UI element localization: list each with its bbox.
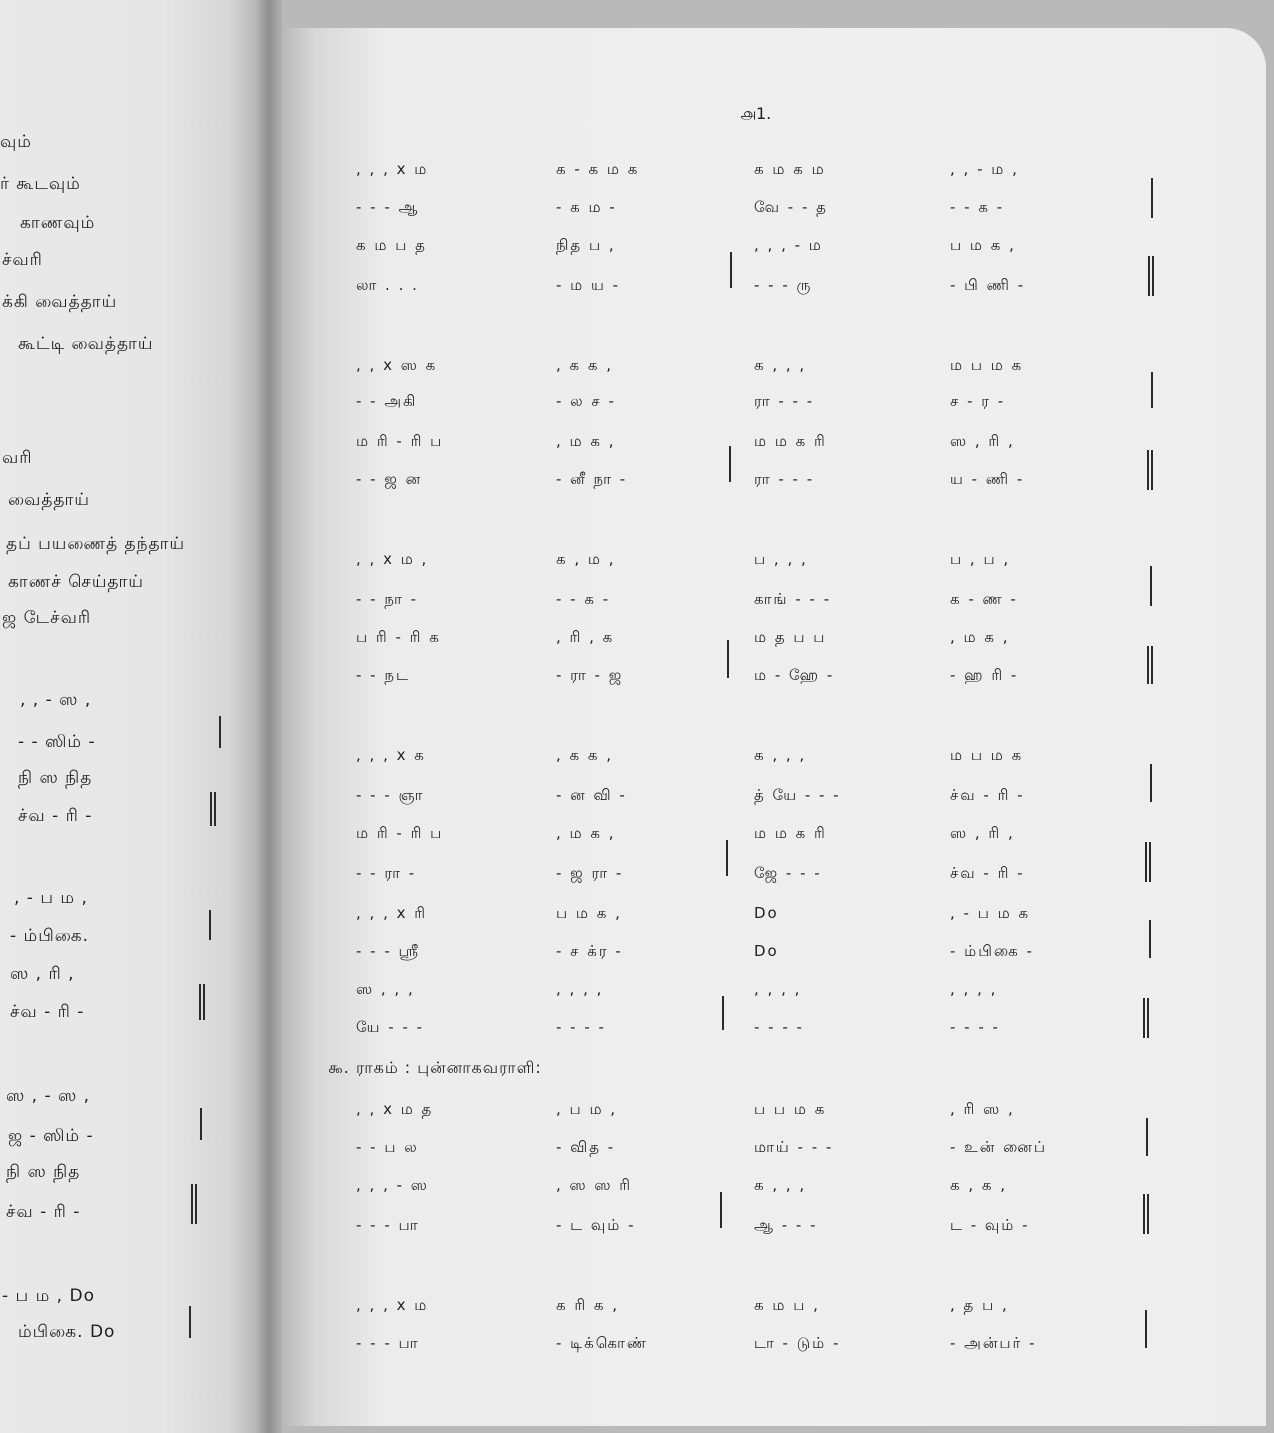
- bar-line: [729, 446, 731, 482]
- notation-cell: ம ரி - ரி ப: [356, 432, 444, 450]
- notation-cell: - - - ஞா: [356, 786, 425, 804]
- notation-cell: க , க ,: [950, 1176, 1008, 1194]
- notation-cell: , ம க ,: [556, 824, 616, 842]
- notation-cell: ச - ர -: [950, 392, 1006, 410]
- notation-cell: - - ப ல: [356, 1138, 419, 1156]
- left-line: வும்: [0, 132, 32, 152]
- notation-cell: , , , - ம: [754, 236, 823, 254]
- bar-line: [209, 910, 211, 940]
- left-line: - - ஸிம் -: [18, 732, 96, 752]
- left-line: க்கி வைத்தாய்: [2, 292, 118, 312]
- notation-cell: , க க ,: [556, 746, 614, 764]
- notation-cell: ப , ப ,: [950, 550, 1011, 568]
- bar-line: [1145, 1310, 1147, 1348]
- left-line: ஸ , - ஸ ,: [6, 1086, 91, 1106]
- double-bar-line: [210, 792, 216, 826]
- notation-cell: , , , - ஸ: [356, 1176, 429, 1194]
- notation-cell: - டிக்கொண்: [556, 1334, 648, 1352]
- notation-cell: ப , , ,: [754, 550, 808, 568]
- left-line: ம்பிகை. Do: [18, 1322, 116, 1342]
- left-line: ஜ டேச்வரி: [2, 608, 92, 628]
- notation-cell: - - நா -: [356, 590, 419, 608]
- bar-line: [1151, 178, 1153, 218]
- book-gutter: [256, 0, 282, 1433]
- notation-cell: - ம்பிகை -: [950, 942, 1034, 960]
- left-line: ச்வ - ரி -: [6, 1202, 81, 1222]
- notation-cell: - - ஜ ன: [356, 470, 423, 488]
- notation-cell: , , x ஸ க: [356, 356, 438, 374]
- notation-cell: த் யே - - -: [754, 786, 841, 804]
- bar-line: [720, 1192, 722, 1228]
- bar-line: [200, 1108, 202, 1140]
- double-bar-line: [1143, 1194, 1149, 1234]
- bar-line: [722, 996, 724, 1030]
- notation-cell: Do: [754, 942, 779, 960]
- notation-cell: ட - வும் -: [950, 1216, 1030, 1234]
- notation-cell: - ம ய -: [556, 276, 621, 294]
- bar-line: [189, 1306, 191, 1338]
- left-line: ச்வ - ரி -: [10, 1002, 85, 1022]
- left-line: வரி: [2, 448, 33, 468]
- notation-cell: ப ரி - ரி க: [356, 628, 441, 646]
- notation-cell: , த ப ,: [950, 1296, 1009, 1314]
- notation-cell: - ன வி -: [556, 786, 627, 804]
- notation-cell: க ம ப த: [356, 236, 427, 254]
- left-line: , - ப ம ,: [14, 888, 88, 908]
- notation-cell: , , , x ரி: [356, 904, 428, 922]
- notation-cell: - உன் னைப்: [950, 1138, 1048, 1156]
- notation-cell: ஜே - - -: [754, 864, 822, 882]
- bar-line: [1150, 566, 1152, 606]
- notation-cell: , , , ,: [950, 980, 998, 998]
- notation-cell: - - - பா: [356, 1216, 420, 1234]
- notation-cell: - - - பா: [356, 1334, 420, 1352]
- notation-cell: லா . . .: [356, 276, 419, 294]
- double-bar-line: [1143, 998, 1149, 1038]
- notation-cell: ஆ - - -: [754, 1216, 818, 1234]
- notation-cell: ம ப ம க: [950, 356, 1024, 374]
- left-line: ஸ , ரி ,: [10, 964, 75, 984]
- notation-cell: , ரி , க: [556, 628, 615, 646]
- notation-cell: - ஹ ரி -: [950, 666, 1019, 684]
- notation-cell: ம ம க ரி: [754, 824, 827, 842]
- page-number: ௮1.: [740, 104, 772, 123]
- left-line: - ம்பிகை.: [10, 926, 90, 946]
- notation-cell: ரா - - -: [754, 470, 815, 488]
- notation-cell: க - ண -: [950, 590, 1018, 608]
- notation-cell: - ல ச -: [556, 392, 616, 410]
- notation-cell: - - க -: [556, 590, 611, 608]
- notation-cell: க ரி க ,: [556, 1296, 620, 1314]
- notation-cell: ப ப ம க: [754, 1100, 827, 1118]
- notation-cell: - - - ஸ்ரீ: [356, 942, 421, 960]
- notation-cell: , , x ம த: [356, 1100, 434, 1118]
- bar-line: [1146, 1118, 1148, 1156]
- notation-cell: Do: [754, 904, 779, 922]
- notation-cell: - ச க்ர -: [556, 942, 623, 960]
- notation-cell: க ம க ம: [754, 160, 826, 178]
- notation-cell: - பி ணி -: [950, 276, 1026, 294]
- notation-cell: ச்வ - ரி -: [950, 864, 1025, 882]
- notation-cell: வே - - த: [754, 198, 828, 216]
- notation-cell: - - - -: [754, 1018, 804, 1036]
- notation-cell: ஸ , , ,: [356, 980, 415, 998]
- raga-title: ௯. ராகம் : புன்னாகவராளி:: [328, 1058, 542, 1077]
- notation-cell: ச்வ - ரி -: [950, 786, 1025, 804]
- notation-cell: , - ப ம க: [950, 904, 1031, 922]
- notation-cell: , ம க ,: [556, 432, 616, 450]
- notation-cell: ம ம க ரி: [754, 432, 827, 450]
- notation-cell: க ம ப ,: [754, 1296, 820, 1314]
- bar-line: [219, 716, 221, 748]
- left-line: காணவும்: [20, 213, 96, 233]
- left-line: ச்வ - ரி -: [18, 806, 93, 826]
- double-bar-line: [1147, 450, 1153, 490]
- notation-cell: ப ம க ,: [950, 236, 1016, 254]
- notation-cell: யே - - -: [356, 1018, 425, 1036]
- notation-cell: ம ப ம க: [950, 746, 1024, 764]
- bar-line: [1149, 920, 1151, 958]
- double-bar-line: [191, 1184, 197, 1224]
- left-line: நி ஸ நித: [6, 1162, 81, 1182]
- notation-cell: , ப ம ,: [556, 1100, 618, 1118]
- notation-cell: க , , ,: [754, 1176, 807, 1194]
- left-line: ச்வரி: [2, 250, 43, 270]
- notation-cell: , , x ம ,: [356, 550, 429, 568]
- notation-cell: , , , x க: [356, 746, 426, 764]
- notation-cell: , ஸ ஸ ரி: [556, 1176, 633, 1194]
- notation-cell: - - - -: [950, 1018, 1000, 1036]
- left-line: தப் பயணைத் தந்தாய்: [6, 534, 186, 554]
- notation-cell: - னீ நா -: [556, 470, 628, 488]
- notation-cell: - க ம -: [556, 198, 617, 216]
- notation-cell: - - - ரு: [754, 276, 813, 294]
- bar-line: [1150, 764, 1152, 802]
- notation-cell: , , , ,: [556, 980, 604, 998]
- notation-cell: , , , x ம: [356, 1296, 429, 1314]
- left-line: நி ஸ நித: [18, 768, 93, 788]
- notation-cell: க , , ,: [754, 356, 807, 374]
- notation-cell: - ஜ ரா -: [556, 864, 624, 882]
- double-bar-line: [1148, 256, 1154, 296]
- notation-cell: ம - ஹே -: [754, 666, 835, 684]
- bar-line: [1151, 372, 1153, 408]
- notation-cell: , ம க ,: [950, 628, 1010, 646]
- left-line: ர் கூடவும்: [0, 174, 81, 194]
- notation-cell: , , - ம ,: [950, 160, 1019, 178]
- left-line: - ப ம , Do: [2, 1286, 95, 1306]
- notation-cell: , , , ,: [754, 980, 802, 998]
- notation-cell: - ரா - ஜ: [556, 666, 624, 684]
- notation-cell: - - க -: [950, 198, 1005, 216]
- notation-cell: காங் - - -: [754, 590, 832, 608]
- notation-cell: , ரி ஸ ,: [950, 1100, 1015, 1118]
- notation-cell: - - ரா -: [356, 864, 417, 882]
- notation-cell: - - - ஆ: [356, 198, 420, 216]
- double-bar-line: [199, 984, 205, 1020]
- notation-cell: - வித -: [556, 1138, 616, 1156]
- notation-cell: ஸ , ரி ,: [950, 432, 1015, 450]
- notation-cell: - - - -: [556, 1018, 606, 1036]
- double-bar-line: [1147, 646, 1153, 684]
- bar-line: [726, 840, 728, 876]
- notation-cell: ரா - - -: [754, 392, 815, 410]
- notation-cell: - - அகி: [356, 392, 418, 410]
- notation-cell: க , ம ,: [556, 550, 616, 568]
- notation-cell: நித ப ,: [556, 236, 616, 254]
- notation-cell: மாய் - - -: [754, 1138, 834, 1156]
- notation-cell: க - க ம க: [556, 160, 640, 178]
- notation-cell: ம த ப ப: [754, 628, 827, 646]
- notation-cell: ம ரி - ரி ப: [356, 824, 444, 842]
- notation-cell: ஸ , ரி ,: [950, 824, 1015, 842]
- notation-cell: ய - ணி -: [950, 470, 1025, 488]
- left-line: கூட்டி வைத்தாய்: [18, 334, 154, 354]
- notation-cell: - - நட: [356, 666, 410, 684]
- left-line: ஜ - ஸிம் -: [8, 1126, 94, 1146]
- notation-cell: - அன்பர் -: [950, 1334, 1037, 1352]
- left-line: , , - ஸ ,: [20, 690, 92, 710]
- notation-cell: , , , x ம: [356, 160, 429, 178]
- notation-cell: - ட வும் -: [556, 1216, 636, 1234]
- double-bar-line: [1145, 842, 1151, 882]
- notation-cell: , க க ,: [556, 356, 614, 374]
- notation-cell: ப ம க ,: [556, 904, 622, 922]
- bar-line: [730, 252, 732, 288]
- notation-cell: க , , ,: [754, 746, 807, 764]
- bar-line: [727, 640, 729, 678]
- left-line: காணச் செய்தாய்: [8, 572, 144, 592]
- left-line: வைத்தாய்: [8, 490, 90, 510]
- notation-cell: டா - டும் -: [754, 1334, 841, 1352]
